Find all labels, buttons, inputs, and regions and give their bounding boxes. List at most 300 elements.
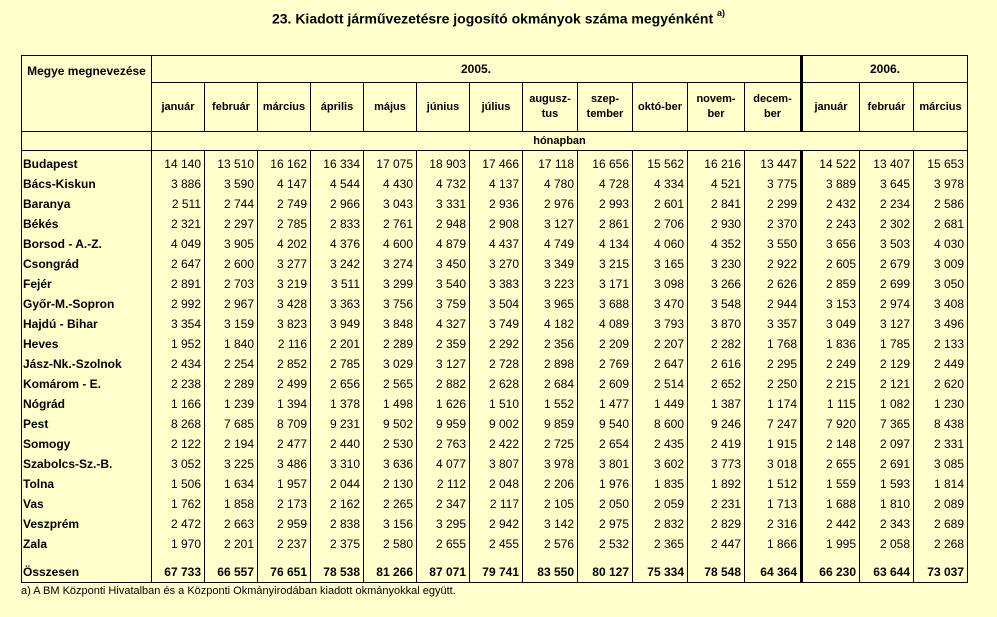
value-cell: 80 127 xyxy=(578,562,633,583)
value-cell: 2 829 xyxy=(688,514,745,534)
value-cell: 3 793 xyxy=(633,314,688,334)
value-cell: 2 600 xyxy=(205,254,258,274)
value-cell: 1 762 xyxy=(152,494,205,514)
value-cell: 2 133 xyxy=(914,334,968,354)
value-cell: 2 565 xyxy=(364,374,417,394)
value-cell: 2 347 xyxy=(417,494,470,514)
value-cell: 2 942 xyxy=(470,514,523,534)
value-cell: 79 741 xyxy=(470,562,523,583)
value-cell: 2 359 xyxy=(417,334,470,354)
value-cell: 1 166 xyxy=(152,394,205,414)
value-cell: 2 297 xyxy=(205,214,258,234)
value-cell: 1 510 xyxy=(470,394,523,414)
value-cell: 9 959 xyxy=(417,414,470,434)
value-cell: 2 289 xyxy=(364,334,417,354)
value-cell: 3 645 xyxy=(860,174,914,194)
value-cell: 3 029 xyxy=(364,354,417,374)
value-cell: 1 713 xyxy=(745,494,802,514)
value-cell: 2 530 xyxy=(364,434,417,454)
county-name: Összesen xyxy=(22,562,152,583)
value-cell: 4 732 xyxy=(417,174,470,194)
value-cell: 4 780 xyxy=(523,174,578,194)
county-name: Békés xyxy=(22,214,152,234)
value-cell: 64 364 xyxy=(745,562,802,583)
value-cell: 4 147 xyxy=(258,174,311,194)
value-cell: 4 749 xyxy=(523,234,578,254)
value-cell: 17 075 xyxy=(364,151,417,175)
value-cell: 2 173 xyxy=(258,494,311,514)
month-header: január xyxy=(152,83,205,132)
value-cell: 3 548 xyxy=(688,294,745,314)
value-cell: 4 600 xyxy=(364,234,417,254)
month-header: októ-ber xyxy=(633,83,688,132)
value-cell: 2 122 xyxy=(152,434,205,454)
value-cell: 4 334 xyxy=(633,174,688,194)
value-cell: 2 992 xyxy=(152,294,205,314)
value-cell: 2 121 xyxy=(860,374,914,394)
value-cell: 16 162 xyxy=(258,151,311,175)
value-cell: 2 898 xyxy=(523,354,578,374)
value-cell: 3 142 xyxy=(523,514,578,534)
value-cell: 2 343 xyxy=(860,514,914,534)
county-name: Tolna xyxy=(22,474,152,494)
value-cell: 2 975 xyxy=(578,514,633,534)
value-cell: 2 499 xyxy=(258,374,311,394)
value-cell: 2 948 xyxy=(417,214,470,234)
value-cell: 1 970 xyxy=(152,534,205,554)
value-cell: 2 514 xyxy=(633,374,688,394)
table-row xyxy=(22,434,968,454)
value-cell: 2 243 xyxy=(802,214,860,234)
value-cell: 3 886 xyxy=(152,174,205,194)
value-cell: 1 082 xyxy=(860,394,914,414)
spacer-cell xyxy=(152,554,205,562)
value-cell: 2 050 xyxy=(578,494,633,514)
footnote: a) A BM Központi Hivatalban és a Központi Okmányirodában kiadott okmányokkal együtt. xyxy=(21,585,456,597)
value-cell: 2 231 xyxy=(688,494,745,514)
county-name: Heves xyxy=(22,334,152,354)
value-cell: 2 112 xyxy=(417,474,470,494)
value-cell: 2 576 xyxy=(523,534,578,554)
value-cell: 4 182 xyxy=(523,314,578,334)
value-cell: 17 466 xyxy=(470,151,523,175)
value-cell: 3 450 xyxy=(417,254,470,274)
value-cell: 2 647 xyxy=(633,354,688,374)
value-cell: 3 354 xyxy=(152,314,205,334)
value-cell: 18 903 xyxy=(417,151,470,175)
spacer-cell xyxy=(523,554,578,562)
value-cell: 2 292 xyxy=(470,334,523,354)
value-cell: 4 544 xyxy=(311,174,364,194)
value-cell: 2 908 xyxy=(470,214,523,234)
value-cell: 2 833 xyxy=(311,214,364,234)
value-cell: 3 049 xyxy=(802,314,860,334)
value-cell: 3 159 xyxy=(205,314,258,334)
value-cell: 2 967 xyxy=(205,294,258,314)
megye-header: Megye megnevezése xyxy=(22,56,152,132)
month-header: augusz-tus xyxy=(523,83,578,132)
table-row xyxy=(22,274,968,294)
value-cell: 2 763 xyxy=(417,434,470,454)
value-cell: 73 037 xyxy=(914,562,968,583)
spacer-cell xyxy=(470,554,523,562)
value-cell: 2 365 xyxy=(633,534,688,554)
unit-header: hónapban xyxy=(152,132,968,151)
months-header-row xyxy=(22,83,968,132)
value-cell: 2 532 xyxy=(578,534,633,554)
value-cell: 3 801 xyxy=(578,454,633,474)
value-cell: 9 231 xyxy=(311,414,364,434)
value-cell: 1 810 xyxy=(860,494,914,514)
county-name: Budapest xyxy=(22,151,152,175)
county-name: Nógrád xyxy=(22,394,152,414)
county-name: Veszprém xyxy=(22,514,152,534)
year-2006-header: 2006. xyxy=(802,56,968,83)
value-cell: 2 959 xyxy=(258,514,311,534)
value-cell: 3 230 xyxy=(688,254,745,274)
table-row xyxy=(22,214,968,234)
value-cell: 1 892 xyxy=(688,474,745,494)
county-name: Komárom - E. xyxy=(22,374,152,394)
table-title xyxy=(0,10,997,27)
value-cell: 7 685 xyxy=(205,414,258,434)
value-cell: 3 085 xyxy=(914,454,968,474)
value-cell: 3 688 xyxy=(578,294,633,314)
value-cell: 2 201 xyxy=(311,334,364,354)
value-cell: 3 270 xyxy=(470,254,523,274)
value-cell: 2 838 xyxy=(311,514,364,534)
value-cell: 3 486 xyxy=(258,454,311,474)
value-cell: 8 709 xyxy=(258,414,311,434)
county-name: Fejér xyxy=(22,274,152,294)
table-row xyxy=(22,534,968,554)
value-cell: 14 522 xyxy=(802,151,860,175)
value-cell: 3 349 xyxy=(523,254,578,274)
value-cell: 81 266 xyxy=(364,562,417,583)
value-cell: 4 352 xyxy=(688,234,745,254)
value-cell: 2 936 xyxy=(470,194,523,214)
value-cell: 87 071 xyxy=(417,562,470,583)
value-cell: 3 550 xyxy=(745,234,802,254)
value-cell: 2 654 xyxy=(578,434,633,454)
spacer-cell xyxy=(633,554,688,562)
value-cell: 4 077 xyxy=(417,454,470,474)
month-header: március xyxy=(258,83,311,132)
value-cell: 2 656 xyxy=(311,374,364,394)
value-cell: 3 171 xyxy=(578,274,633,294)
value-cell: 4 030 xyxy=(914,234,968,254)
value-cell: 3 242 xyxy=(311,254,364,274)
value-cell: 3 274 xyxy=(364,254,417,274)
county-name: Vas xyxy=(22,494,152,514)
value-cell: 2 370 xyxy=(745,214,802,234)
value-cell: 2 162 xyxy=(311,494,364,514)
value-cell: 1 498 xyxy=(364,394,417,414)
value-cell: 2 442 xyxy=(802,514,860,534)
month-header: április xyxy=(311,83,364,132)
value-cell: 13 447 xyxy=(745,151,802,175)
value-cell: 3 889 xyxy=(802,174,860,194)
value-cell: 3 052 xyxy=(152,454,205,474)
value-cell: 2 207 xyxy=(633,334,688,354)
value-cell: 1 995 xyxy=(802,534,860,554)
value-cell: 2 215 xyxy=(802,374,860,394)
value-cell: 1 239 xyxy=(205,394,258,414)
value-cell: 2 265 xyxy=(364,494,417,514)
value-cell: 2 447 xyxy=(688,534,745,554)
spacer-cell xyxy=(578,554,633,562)
value-cell: 17 118 xyxy=(523,151,578,175)
value-cell: 83 550 xyxy=(523,562,578,583)
table-title-text: 23. Kiadott járművezetésre jogosító okmányok száma megyénként xyxy=(271,10,714,27)
value-cell: 3 511 xyxy=(311,274,364,294)
value-cell: 2 580 xyxy=(364,534,417,554)
value-cell: 2 966 xyxy=(311,194,364,214)
value-cell: 3 277 xyxy=(258,254,311,274)
value-cell: 9 540 xyxy=(578,414,633,434)
value-cell: 1 915 xyxy=(745,434,802,454)
value-cell: 3 540 xyxy=(417,274,470,294)
value-cell: 9 002 xyxy=(470,414,523,434)
value-cell: 4 327 xyxy=(417,314,470,334)
value-cell: 2 974 xyxy=(860,294,914,314)
value-cell: 4 521 xyxy=(688,174,745,194)
value-cell: 1 230 xyxy=(914,394,968,414)
spacer-cell xyxy=(205,554,258,562)
value-cell: 2 249 xyxy=(802,354,860,374)
value-cell: 2 234 xyxy=(860,194,914,214)
value-cell: 3 310 xyxy=(311,454,364,474)
value-cell: 2 891 xyxy=(152,274,205,294)
value-cell: 16 656 xyxy=(578,151,633,175)
value-cell: 2 703 xyxy=(205,274,258,294)
value-cell: 2 689 xyxy=(914,514,968,534)
value-cell: 2 422 xyxy=(470,434,523,454)
value-cell: 2 130 xyxy=(364,474,417,494)
month-header: novem-ber xyxy=(688,83,745,132)
value-cell: 1 814 xyxy=(914,474,968,494)
value-cell: 15 562 xyxy=(633,151,688,175)
value-cell: 2 116 xyxy=(258,334,311,354)
value-cell: 8 600 xyxy=(633,414,688,434)
value-cell: 2 295 xyxy=(745,354,802,374)
month-header: július xyxy=(470,83,523,132)
value-cell: 2 356 xyxy=(523,334,578,354)
county-name: Hajdú - Bihar xyxy=(22,314,152,334)
value-cell: 2 859 xyxy=(802,274,860,294)
value-cell: 1 387 xyxy=(688,394,745,414)
value-cell: 3 602 xyxy=(633,454,688,474)
value-cell: 16 216 xyxy=(688,151,745,175)
table-body xyxy=(22,151,968,583)
month-header: február xyxy=(205,83,258,132)
value-cell: 2 922 xyxy=(745,254,802,274)
value-cell: 3 496 xyxy=(914,314,968,334)
spacer-cell xyxy=(417,554,470,562)
value-cell: 2 089 xyxy=(914,494,968,514)
county-name: Zala xyxy=(22,534,152,554)
value-cell: 14 140 xyxy=(152,151,205,175)
value-cell: 13 510 xyxy=(205,151,258,175)
value-cell: 75 334 xyxy=(633,562,688,583)
value-cell: 1 477 xyxy=(578,394,633,414)
value-cell: 1 634 xyxy=(205,474,258,494)
value-cell: 1 506 xyxy=(152,474,205,494)
value-cell: 3 749 xyxy=(470,314,523,334)
value-cell: 1 378 xyxy=(311,394,364,414)
value-cell: 1 957 xyxy=(258,474,311,494)
county-name: Jász-Nk.-Szolnok xyxy=(22,354,152,374)
value-cell: 2 434 xyxy=(152,354,205,374)
value-cell: 3 504 xyxy=(470,294,523,314)
table-row xyxy=(22,474,968,494)
value-cell: 2 706 xyxy=(633,214,688,234)
value-cell: 2 097 xyxy=(860,434,914,454)
county-name: Csongrád xyxy=(22,254,152,274)
value-cell: 2 044 xyxy=(311,474,364,494)
value-cell: 2 647 xyxy=(152,254,205,274)
value-cell: 3 383 xyxy=(470,274,523,294)
value-cell: 66 230 xyxy=(802,562,860,583)
value-cell: 1 512 xyxy=(745,474,802,494)
value-cell: 2 472 xyxy=(152,514,205,534)
value-cell: 1 840 xyxy=(205,334,258,354)
value-cell: 3 043 xyxy=(364,194,417,214)
value-cell: 4 437 xyxy=(470,234,523,254)
value-cell: 2 861 xyxy=(578,214,633,234)
value-cell: 9 502 xyxy=(364,414,417,434)
value-cell: 1 835 xyxy=(633,474,688,494)
value-cell: 3 018 xyxy=(745,454,802,474)
value-cell: 1 688 xyxy=(802,494,860,514)
value-cell: 9 246 xyxy=(688,414,745,434)
county-name: Baranya xyxy=(22,194,152,214)
month-header: május xyxy=(364,83,417,132)
value-cell: 3 127 xyxy=(860,314,914,334)
value-cell: 1 115 xyxy=(802,394,860,414)
table-row xyxy=(22,234,968,254)
spacer-cell xyxy=(860,554,914,562)
spacer-cell xyxy=(311,554,364,562)
month-header: február xyxy=(860,83,914,132)
value-cell: 4 137 xyxy=(470,174,523,194)
value-cell: 2 769 xyxy=(578,354,633,374)
value-cell: 3 428 xyxy=(258,294,311,314)
value-cell: 7 247 xyxy=(745,414,802,434)
table-row xyxy=(22,294,968,314)
table-row xyxy=(22,194,968,214)
value-cell: 2 725 xyxy=(523,434,578,454)
value-cell: 2 238 xyxy=(152,374,205,394)
month-header: június xyxy=(417,83,470,132)
value-cell: 3 408 xyxy=(914,294,968,314)
value-cell: 3 503 xyxy=(860,234,914,254)
megye-header-cont xyxy=(22,132,152,151)
value-cell: 3 266 xyxy=(688,274,745,294)
data-table xyxy=(21,55,968,583)
value-cell: 2 058 xyxy=(860,534,914,554)
value-cell: 3 165 xyxy=(633,254,688,274)
value-cell: 3 978 xyxy=(523,454,578,474)
value-cell: 3 848 xyxy=(364,314,417,334)
value-cell: 1 858 xyxy=(205,494,258,514)
spacer-cell xyxy=(914,554,968,562)
value-cell: 67 733 xyxy=(152,562,205,583)
value-cell: 2 148 xyxy=(802,434,860,454)
value-cell: 2 616 xyxy=(688,354,745,374)
value-cell: 9 859 xyxy=(523,414,578,434)
value-cell: 2 105 xyxy=(523,494,578,514)
county-name: Győr-M.-Sopron xyxy=(22,294,152,314)
value-cell: 2 663 xyxy=(205,514,258,534)
value-cell: 3 009 xyxy=(914,254,968,274)
value-cell: 3 331 xyxy=(417,194,470,214)
value-cell: 3 905 xyxy=(205,234,258,254)
value-cell: 3 295 xyxy=(417,514,470,534)
value-cell: 4 202 xyxy=(258,234,311,254)
value-cell: 7 365 xyxy=(860,414,914,434)
value-cell: 1 866 xyxy=(745,534,802,554)
spacer-cell xyxy=(22,554,152,562)
month-header: március xyxy=(914,83,968,132)
value-cell: 2 289 xyxy=(205,374,258,394)
value-cell: 1 552 xyxy=(523,394,578,414)
value-cell: 2 455 xyxy=(470,534,523,554)
spacer-row xyxy=(22,554,968,562)
table-row xyxy=(22,314,968,334)
value-cell: 1 626 xyxy=(417,394,470,414)
value-cell: 2 601 xyxy=(633,194,688,214)
value-cell: 2 930 xyxy=(688,214,745,234)
county-name: Szabolcs-Sz.-B. xyxy=(22,454,152,474)
value-cell: 2 477 xyxy=(258,434,311,454)
value-cell: 3 636 xyxy=(364,454,417,474)
value-cell: 2 375 xyxy=(311,534,364,554)
value-cell: 8 438 xyxy=(914,414,968,434)
value-cell: 4 049 xyxy=(152,234,205,254)
value-cell: 1 449 xyxy=(633,394,688,414)
value-cell: 2 761 xyxy=(364,214,417,234)
value-cell: 2 744 xyxy=(205,194,258,214)
value-cell: 78 548 xyxy=(688,562,745,583)
table-row xyxy=(22,174,968,194)
value-cell: 3 807 xyxy=(470,454,523,474)
value-cell: 3 965 xyxy=(523,294,578,314)
value-cell: 2 605 xyxy=(802,254,860,274)
value-cell: 3 219 xyxy=(258,274,311,294)
value-cell: 1 559 xyxy=(802,474,860,494)
value-cell: 2 048 xyxy=(470,474,523,494)
value-cell: 1 593 xyxy=(860,474,914,494)
spacer-cell xyxy=(364,554,417,562)
value-cell: 2 785 xyxy=(258,214,311,234)
value-cell: 1 174 xyxy=(745,394,802,414)
county-name: Pest xyxy=(22,414,152,434)
value-cell: 4 728 xyxy=(578,174,633,194)
value-cell: 3 225 xyxy=(205,454,258,474)
value-cell: 3 153 xyxy=(802,294,860,314)
value-cell: 3 773 xyxy=(688,454,745,474)
value-cell: 3 756 xyxy=(364,294,417,314)
value-cell: 2 511 xyxy=(152,194,205,214)
value-cell: 4 879 xyxy=(417,234,470,254)
value-cell: 3 127 xyxy=(417,354,470,374)
value-cell: 2 440 xyxy=(311,434,364,454)
value-cell: 7 920 xyxy=(802,414,860,434)
value-cell: 2 832 xyxy=(633,514,688,534)
value-cell: 3 156 xyxy=(364,514,417,534)
value-cell: 66 557 xyxy=(205,562,258,583)
